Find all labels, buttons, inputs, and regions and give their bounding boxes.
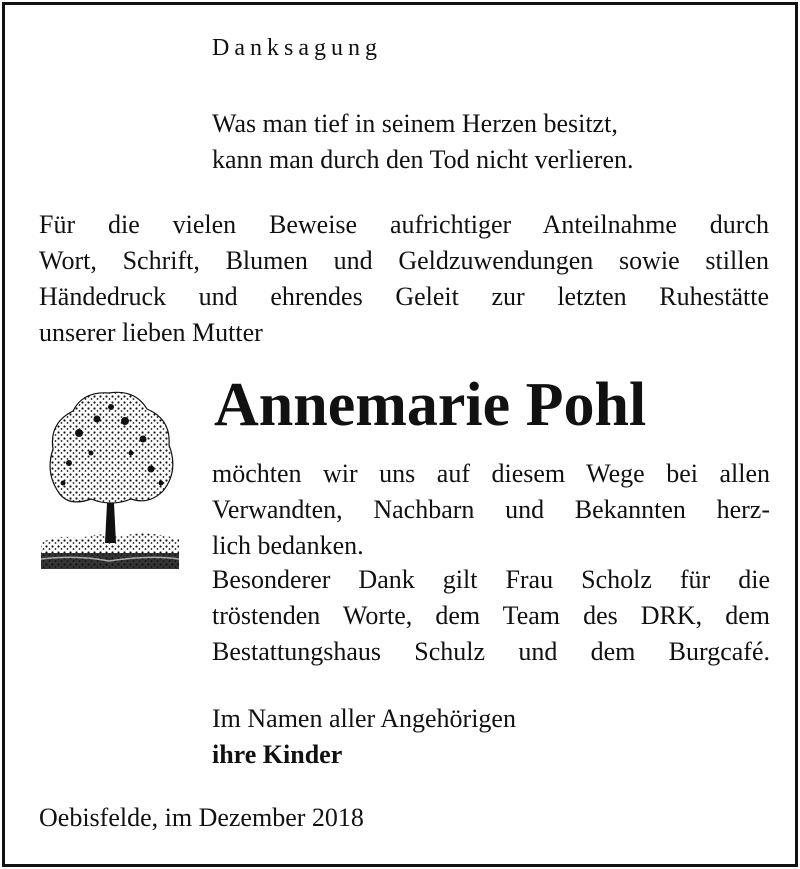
obituary-card [2,2,798,867]
quote-line: kann man durch den Tod nicht verlieren. [212,145,634,174]
intro-paragraph [39,207,769,351]
thanks-line: Verwandten, Nachbarn und Bekannten herz- [212,495,770,524]
thanks-paragraph [212,456,770,564]
signature [212,701,516,773]
special-thanks-line: tröstenden Worte, dem Team des DRK, dem [212,601,770,630]
special-thanks-line: Besonderer Dank gilt Frau Scholz für die [212,565,770,594]
special-thanks-line: Bestattungshaus Schulz und dem Burgcafé. [212,637,770,666]
tree-icon [39,383,181,573]
thanks-line: lich bedanken. [212,531,364,560]
signature-family: ihre Kinder [212,740,343,769]
special-thanks-paragraph [212,562,770,670]
intro-line: Für die vielen Beweise aufrichtiger Anteilnahme durch [39,210,769,239]
quote-line: Was man tief in seinem Herzen besitzt, [212,109,618,138]
intro-line: Wort, Schrift, Blumen und Geldzuwendungen sowie stillen [39,246,769,275]
place-date: Oebisfelde, im Dezember 2018 [39,803,364,832]
intro-line: Händedruck und ehrendes Geleit zur letzten Ruhestätte [39,282,769,311]
thanks-line: möchten wir uns auf diesem Wege bei allen [212,459,770,488]
signature-line: Im Namen aller Angehörigen [212,704,516,733]
quote [212,106,634,178]
deceased-name: Annemarie Pohl [214,371,647,439]
heading: Danksagung [212,35,382,61]
intro-line: unserer lieben Mutter [39,318,263,347]
